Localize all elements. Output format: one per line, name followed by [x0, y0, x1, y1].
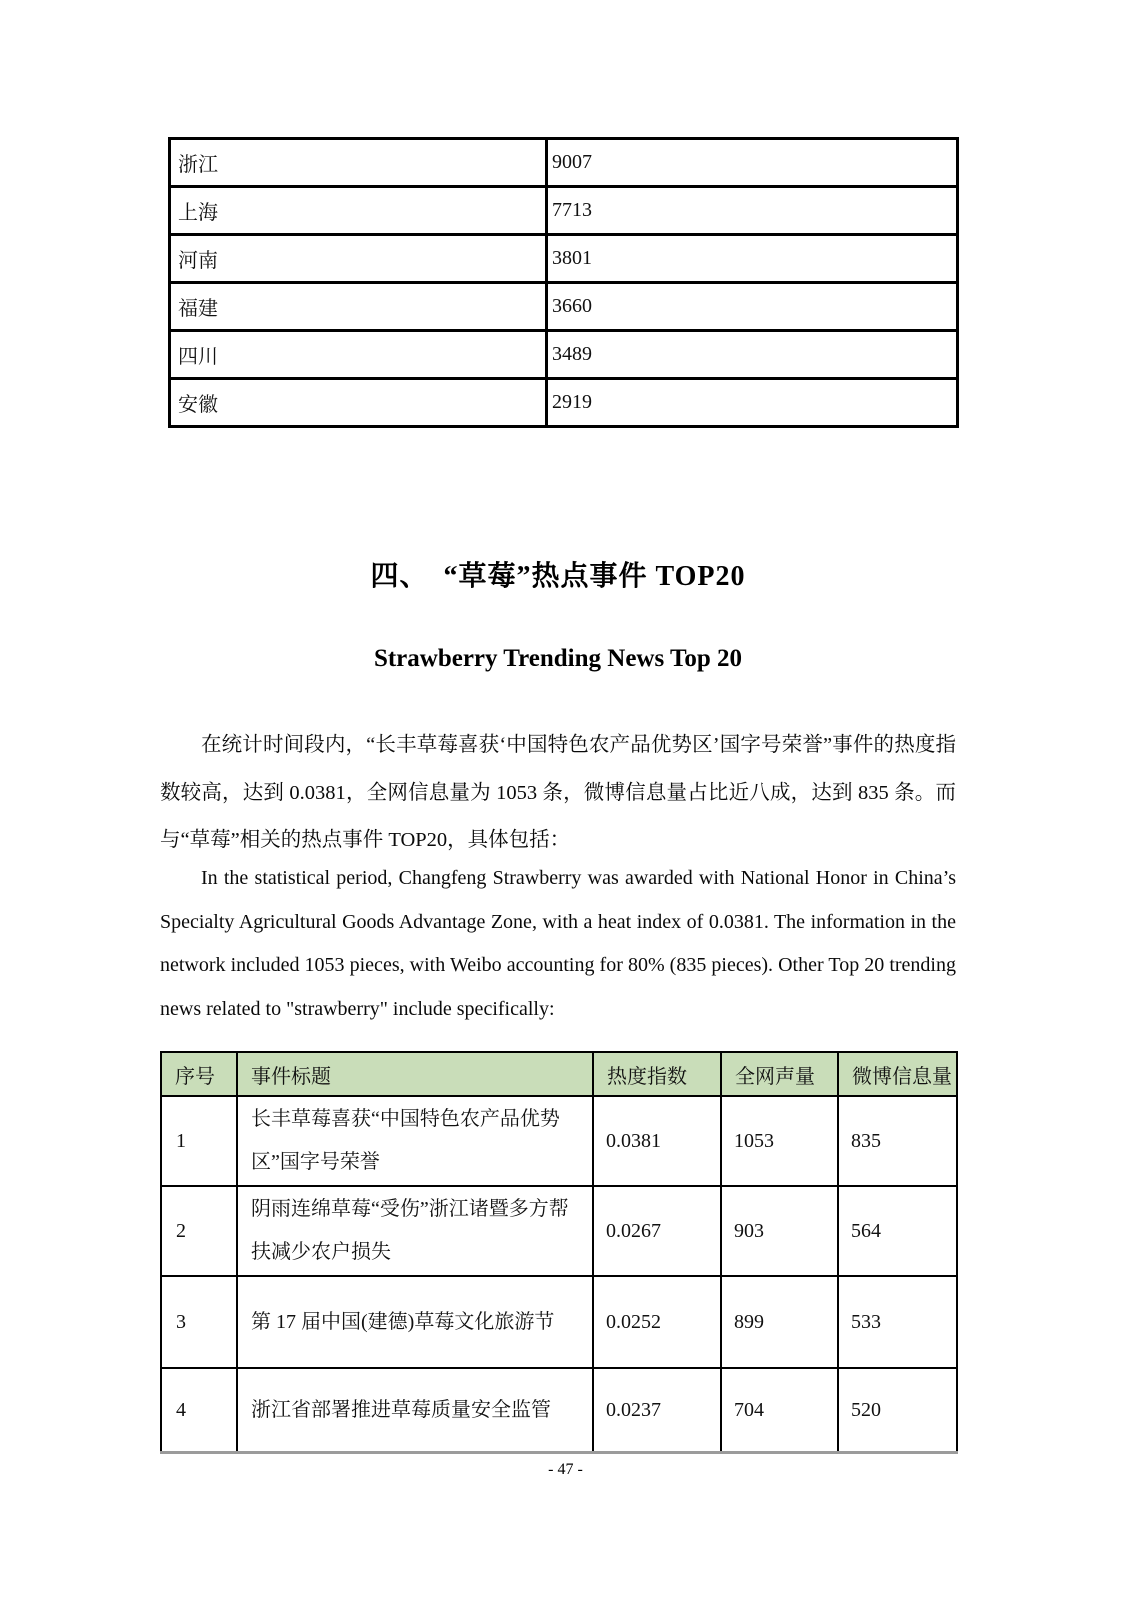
cell-no: 1: [161, 1096, 237, 1186]
table-row: [161, 1276, 957, 1368]
cell-no: 2: [161, 1186, 237, 1276]
cell-no: 4: [161, 1368, 237, 1453]
header-no: 序号: [161, 1052, 237, 1096]
header-weibo-volume: 微博信息量: [838, 1052, 957, 1096]
province-name: 四川: [170, 331, 547, 379]
province-name: 安徽: [170, 379, 547, 427]
paragraph-en: In the statistical period, Changfeng Strawberry was awarded with National Honor in China’s Specialty Agricultural Goods Advantage Zone, with a heat index of 0.0381. The information in the network included 1053 pieces, with Weibo accounting for 80% (835 pieces). Other Top 20 trending news related to "strawberry" include specifically:: [160, 867, 956, 1020]
table-row: [161, 1368, 957, 1453]
cell-heat-index: 0.0267: [593, 1186, 721, 1276]
table-row: [161, 1186, 957, 1276]
cell-weibo-volume: 564: [838, 1186, 957, 1276]
table-header-row: [161, 1052, 957, 1096]
paragraph-cn: 在统计时间段内，“长丰草莓喜获‘中国特色农产品优势区’国字号荣誉”事件的热度指数较高，达到 0.0381，全网信息量为 1053 条，微博信息量占比近八成，达到 835 条。而与“草莓”相关的热点事件 TOP20，具体包括：: [160, 734, 956, 851]
section-heading-en: Strawberry Trending News Top 20: [373, 645, 743, 672]
table-row: [170, 139, 958, 187]
trending-news-table: [160, 1051, 958, 1454]
table-row: [170, 187, 958, 235]
cell-heat-index: 0.0381: [593, 1096, 721, 1186]
cell-weibo-volume: 835: [838, 1096, 957, 1186]
section-heading-cn: 四、 “草莓”热点事件 TOP20: [370, 561, 746, 592]
province-value: 9007: [547, 139, 958, 187]
province-name: 浙江: [170, 139, 547, 187]
cell-total-volume: 903: [721, 1186, 838, 1276]
cell-title: 长丰草莓喜获“中国特色农产品优势区”国字号荣誉: [237, 1096, 593, 1186]
province-value: 2919: [547, 379, 958, 427]
cell-weibo-volume: 520: [838, 1368, 957, 1453]
cell-weibo-volume: 533: [838, 1276, 957, 1368]
header-heat-index: 热度指数: [593, 1052, 721, 1096]
table-row: [170, 331, 958, 379]
province-value: 3801: [547, 235, 958, 283]
header-total-volume: 全网声量: [721, 1052, 838, 1096]
cell-title: 阴雨连绵草莓“受伤”浙江诸暨多方帮扶减少农户损失: [237, 1186, 593, 1276]
cell-title: 浙江省部署推进草莓质量安全监管: [237, 1368, 593, 1453]
table-row: [170, 283, 958, 331]
page-number: - 47 -: [548, 1461, 583, 1478]
cell-total-volume: 704: [721, 1368, 838, 1453]
header-title: 事件标题: [237, 1052, 593, 1096]
cell-title: 第 17 届中国(建德)草莓文化旅游节: [237, 1276, 593, 1368]
province-name: 河南: [170, 235, 547, 283]
table-row: [170, 235, 958, 283]
table-row: [161, 1096, 957, 1186]
province-value: 3660: [547, 283, 958, 331]
province-value: 7713: [547, 187, 958, 235]
cell-no: 3: [161, 1276, 237, 1368]
table-row: [170, 379, 958, 427]
province-name: 福建: [170, 283, 547, 331]
province-name: 上海: [170, 187, 547, 235]
cell-total-volume: 1053: [721, 1096, 838, 1186]
cell-total-volume: 899: [721, 1276, 838, 1368]
cell-heat-index: 0.0237: [593, 1368, 721, 1453]
province-volume-table: [168, 137, 959, 428]
cell-heat-index: 0.0252: [593, 1276, 721, 1368]
province-value: 3489: [547, 331, 958, 379]
